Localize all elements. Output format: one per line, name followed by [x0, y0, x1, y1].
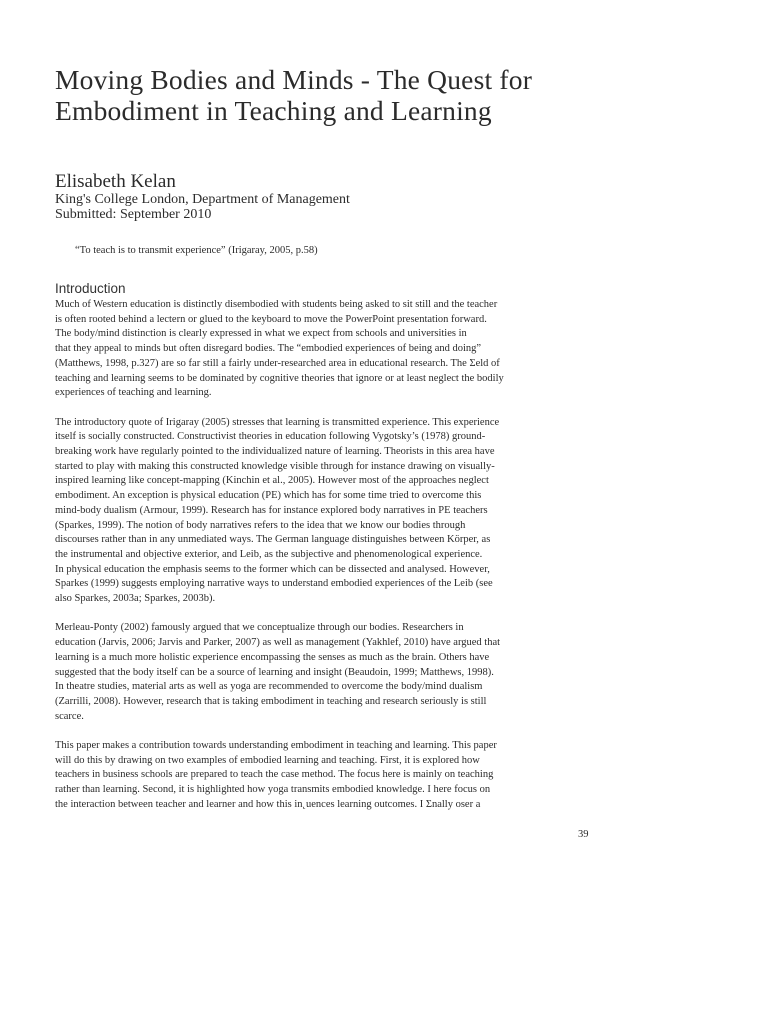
text-line: learning is a much more holistic experience encompassing the senses as much as the brain. Others have [55, 651, 490, 663]
text-line: mind-body dualism (Armour, 1999). Research has for instance explored body narratives in PE teachers [55, 504, 488, 516]
text-line: experiences of teaching and learning. [55, 387, 212, 399]
paragraph [55, 739, 595, 813]
body-text [55, 298, 595, 827]
text-line: discourses rather than in any unmediated ways. The German language distinguishes between Körper, as [55, 534, 491, 546]
paragraph [55, 298, 595, 401]
page-number: 39 [578, 829, 589, 840]
text-line: Merleau-Ponty (2002) famously argued that we conceptualize through our bodies. Researchers in [55, 622, 464, 634]
text-line: teaching and learning seems to be dominated by cognitive theories that ignore or at least neglect the bodily [55, 372, 504, 384]
text-line: education (Jarvis, 2006; Jarvis and Parker, 2007) as well as management (Yakhlef, 2010) have argued that [55, 637, 501, 649]
author-affiliation-block [55, 192, 350, 222]
paragraph [55, 416, 595, 607]
text-line: In physical education the emphasis seems to the former which can be dissected and analysed. However, [55, 563, 490, 575]
text-line: itself is socially constructed. Constructivist theories in education following Vygotsky’s (1978) ground- [55, 431, 486, 443]
affiliation: King's College London, Department of Management [55, 192, 350, 207]
text-line: inspired learning like concept-mapping (Kinchin et al., 2005). However most of the approaches neglect [55, 475, 489, 487]
text-line: also Sparkes, 2003a; Sparkes, 2003b). [55, 593, 216, 605]
text-line: suggested that the body itself can be a source of learning and insight (Beaudoin, 1999; Matthews, 1998). [55, 666, 494, 678]
text-line: is often rooted behind a lectern or glued to the keyboard to move the PowerPoint presentation forward. [55, 313, 487, 325]
text-line: embodiment. An exception is physical education (PE) which has for some time tried to overcome this [55, 490, 482, 502]
text-line: (Zarrilli, 2008). However, research that is taking embodiment in teaching and research seriously is still [55, 695, 487, 707]
text-line: The introductory quote of Irigaray (2005) stresses that learning is transmitted experience. This experience [55, 416, 500, 428]
text-line: (Sparkes, 1999). The notion of body narratives refers to the idea that we know our bodies through [55, 519, 466, 531]
text-line: The body/mind distinction is clearly expressed in what we expect from schools and universities in [55, 328, 467, 340]
text-line: Much of Western education is distinctly disembodied with students being asked to sit still and the teacher [55, 299, 498, 310]
text-line: will do this by drawing on two examples of embodied learning and teaching. First, it is explored how [55, 754, 480, 766]
text-line: the instrumental and objective exterior, and Leib, as the subjective and phenomenological experience. [55, 548, 483, 560]
paragraph [55, 621, 595, 724]
author-name: Elisabeth Kelan [55, 171, 176, 192]
text-line: rather than learning. Second, it is highlighted how yoga transmits embodied knowledge. I here focus on [55, 784, 491, 796]
text-line: started to play with making this constructed knowledge visible through for instance drawing on visually- [55, 460, 495, 472]
text-line: the interaction between teacher and learner and how this in˛uences learning outcomes. I Σnally oser a [55, 798, 481, 810]
epigraph-quote: “To teach is to transmit experience” (Irigaray, 2005, p.58) [75, 245, 318, 256]
text-line: that they appeal to minds but often disregard bodies. The “embodied experiences of being and doing” [55, 343, 482, 355]
text-line: scarce. [55, 710, 84, 722]
text-line: (Matthews, 1998, p.327) are so far still a fairly under-researched area in educational research. The Σeld of [55, 357, 500, 369]
text-line: breaking work have regularly pointed to the individualized nature of learning. Theorists in this area have [55, 446, 495, 458]
section-heading-introduction: Introduction [55, 281, 126, 296]
text-line: In theatre studies, material arts as well as yoga are recommended to overcome the body/mind dualism [55, 681, 483, 693]
paper-title: Moving Bodies and Minds - The Quest for Embodiment in Teaching and Learning [55, 64, 533, 126]
submission-date: Submitted: September 2010 [55, 207, 212, 222]
text-line: teachers in business schools are prepared to teach the case method. The focus here is mainly on teaching [55, 769, 494, 781]
text-line: This paper makes a contribution towards understanding embodiment in teaching and learning. This paper [55, 740, 497, 752]
text-line: Sparkes (1999) suggests employing narrative ways to understand embodied experiences of the Leib (see [55, 578, 493, 590]
